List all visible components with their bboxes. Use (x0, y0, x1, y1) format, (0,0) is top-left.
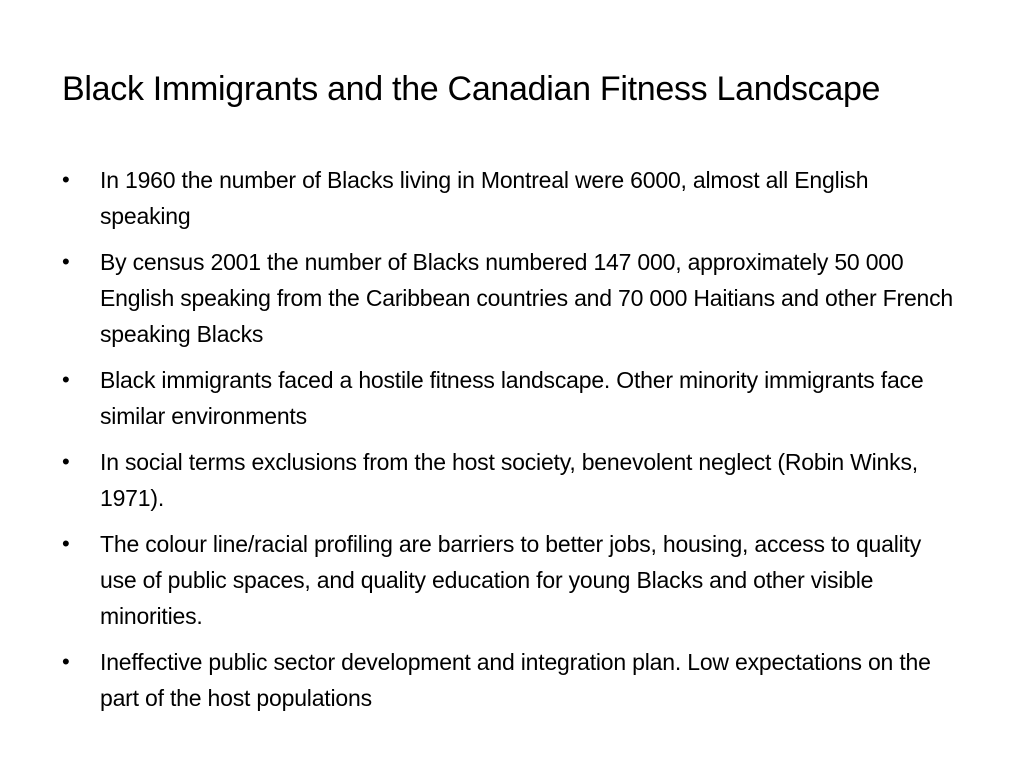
bullet-text: By census 2001 the number of Blacks numbered 147 000, approximately 50 000 English speaking from the Caribbean countries and 70 000 Haitians and other French speaking Blacks (100, 249, 954, 347)
bullet-text: Black immigrants faced a hostile fitness landscape. Other minority immigrants face similar environments (100, 367, 924, 429)
bullet-text: The colour line/racial profiling are barriers to better jobs, housing, access to quality use of public spaces, and quality education for young Blacks and other visible minorities. (100, 531, 922, 629)
bullet-item (62, 444, 962, 516)
bullet-point-icon: • (62, 249, 70, 274)
bullet-text: Ineffective public sector development and integration plan. Low expectations on the part of the host populations (100, 649, 931, 711)
bullet-text: In 1960 the number of Blacks living in Montreal were 6000, almost all English speaking (100, 167, 869, 229)
bullet-item (62, 526, 962, 634)
bullet-point-icon: • (62, 167, 70, 192)
bullet-point-icon: • (62, 531, 70, 556)
bullet-point-icon: • (62, 449, 70, 474)
bullet-text: In social terms exclusions from the host society, benevolent neglect (Robin Winks, 1971). (100, 449, 918, 511)
bullet-point-icon: • (62, 649, 70, 674)
bullet-item (62, 162, 962, 234)
bullet-item (62, 244, 962, 352)
bullet-list (62, 162, 962, 726)
slide-title: Black Immigrants and the Canadian Fitness Landscape (62, 70, 881, 108)
bullet-item (62, 644, 962, 716)
bullet-point-icon: • (62, 367, 70, 392)
bullet-item (62, 362, 962, 434)
